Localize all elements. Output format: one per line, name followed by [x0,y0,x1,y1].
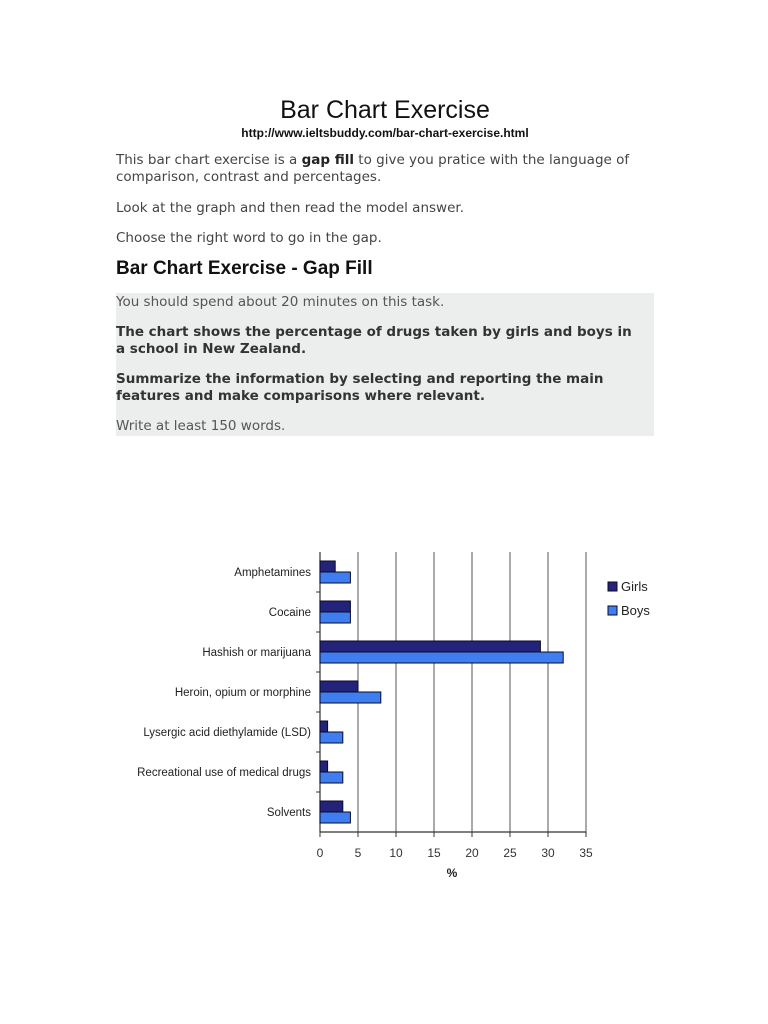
intro-text-start: This bar chart exercise is a [116,152,302,168]
legend-swatch [608,582,617,591]
x-tick-label: 20 [465,846,479,860]
x-axis-title: % [446,866,458,880]
category-label: Solvents [266,807,311,819]
task-description: The chart shows the percentage of drugs taken by girls and boys in a school in New Zealand. [116,324,632,357]
bar-girls [320,641,540,652]
legend-label: Girls [621,579,648,594]
bar-boys [320,612,350,623]
bar-girls [320,761,328,772]
task-length: Write at least 150 words. [116,418,286,434]
legend-label: Boys [621,603,650,618]
bar-boys [320,772,343,783]
bar-girls [320,801,343,812]
task-instruction: Summarize the information by selecting and reporting the main features and make comparisons where relevant. [116,371,604,404]
task-time: You should spend about 20 minutes on this task. [116,294,445,310]
x-tick-label: 10 [389,846,403,860]
bar-boys [320,812,350,823]
bar-girls [320,721,328,732]
bar-girls [320,561,335,572]
bar-girls [320,681,358,692]
instruction-choose-word: Choose the right word to go in the gap. [116,230,382,246]
source-url: http://www.ieltsbuddy.com/bar-chart-exercise.html [241,126,529,140]
x-tick-label: 5 [354,846,362,860]
page-title: Bar Chart Exercise [280,96,490,124]
bar-girls [320,601,350,612]
x-tick-label: 25 [503,846,517,860]
category-label: Amphetamines [234,567,311,579]
x-tick-label: 35 [579,846,593,860]
category-label: Hashish or marijuana [202,647,311,659]
legend-swatch [608,606,617,615]
x-tick-label: 30 [541,846,555,860]
category-label: Recreational use of medical drugs [137,767,311,779]
intro-text-end: to give you pratice with the language of comparison, contrast and percentages. [116,152,630,185]
x-tick-label: 15 [427,846,441,860]
x-tick-label: 0 [316,846,324,860]
category-label: Cocaine [268,607,311,619]
category-label: Heroin, opium or morphine [174,687,311,699]
instruction-read-graph: Look at the graph and then read the model answer. [116,200,464,216]
section-heading: Bar Chart Exercise - Gap Fill [116,258,373,279]
bar-boys [320,572,350,583]
bar-boys [320,692,381,703]
bar-boys [320,732,343,743]
intro-bold-term: gap fill [301,152,354,168]
bar-boys [320,652,563,663]
category-label: Lysergic acid diethylamide (LSD) [143,727,311,739]
